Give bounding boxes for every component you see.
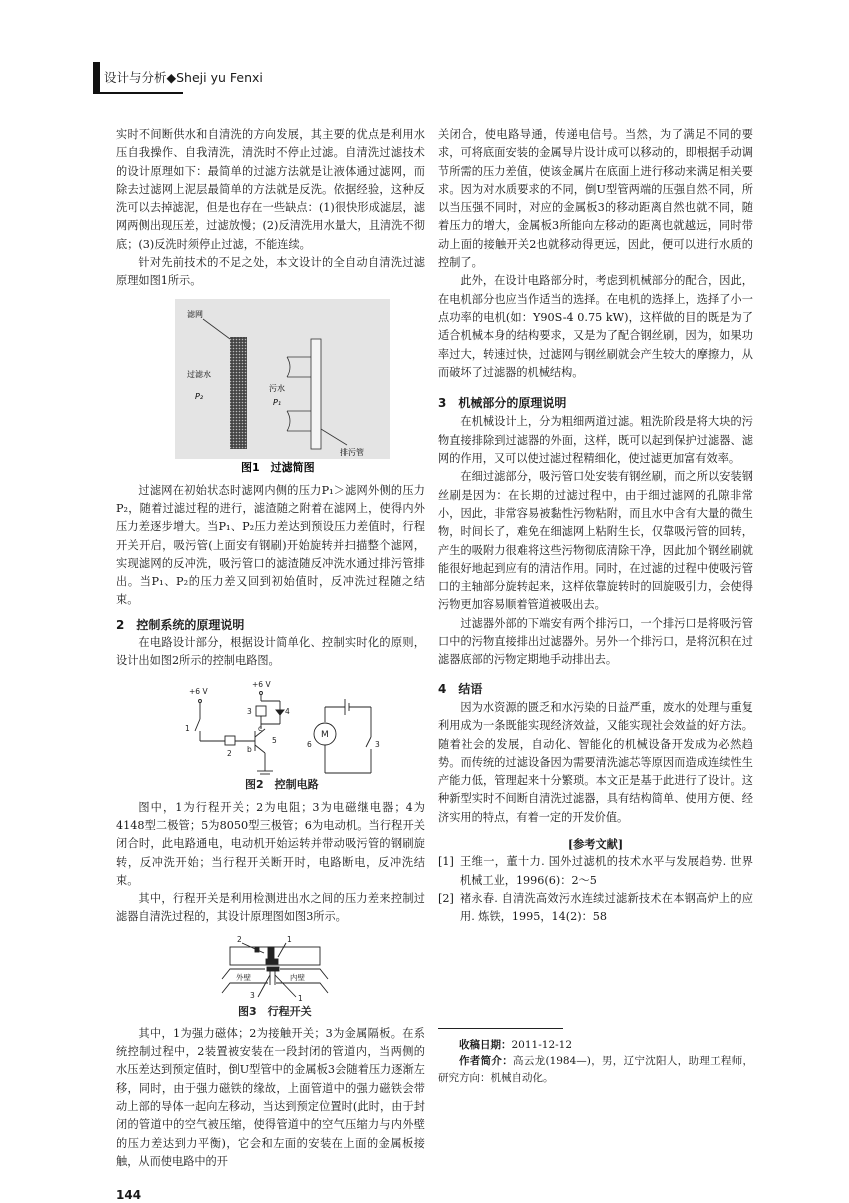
label-1-bottom: 1	[298, 993, 303, 1003]
label-p2: P₂	[195, 391, 204, 401]
header-bar	[93, 62, 100, 93]
section-title: 设计与分析◆Sheji yu Fenxi	[104, 70, 263, 85]
author-bio	[438, 1053, 753, 1086]
references	[438, 827, 753, 926]
drain-pipe	[311, 339, 321, 449]
paragraph: 在机械设计上，分为粗细两道过滤。粗洗阶段是将大块的污物直接排除到过滤器的外面，这样，既可以起到保护过滤器、滤网的作用，又可以使过滤过程精细化，使过滤更加富有效率。	[438, 415, 753, 466]
received-value: 2011-12-12	[511, 1038, 573, 1051]
label-inner-wall: 内壁	[290, 972, 305, 982]
reference-text: 王维一，董十力. 国外过滤机的技术水平与发展趋势. 世界机械工业，1996(6)：2～5	[460, 855, 753, 887]
figure-2	[175, 679, 390, 791]
label-plus-6v-2: +6 V	[252, 679, 271, 689]
section-heading-4: 4 结语	[438, 681, 483, 696]
author-label: 作者简介：	[459, 1055, 514, 1067]
reference-text: 褚永春. 自清洗高效污水连续过滤新技术在本钢高炉上的应用. 炼铁，1995，14(2)：58	[460, 891, 753, 924]
paragraph: 关闭合，使电路导通，传递电信号。当然，为了满足不同的要求，可将底面安装的金属导片设计成可以移动的，即根据手动调节所需的压力差值，使该金属片在底面上进行移动来满足相关要求。因为对水质要求的不同，倒U型管两端的压强自然不同，所以当压强不同时，对应的金属板3的移动距离自然也就不同，随着压力的增大，金属板3所能向左移动的距离也就越远，同时带动上面的接触开关2也就移动得更远，因此，便可以进行水质的控制了。	[438, 128, 753, 270]
reference-item	[438, 890, 753, 927]
reference-item	[438, 853, 753, 890]
label-2: 2	[237, 934, 242, 944]
paragraph: 在电路设计部分，根据设计简单化、控制实时化的原则，设计出如图2所示的控制电路图。	[116, 636, 425, 668]
figure-1	[175, 299, 390, 474]
label-mesh: 滤网	[187, 309, 203, 319]
received-date	[438, 1037, 753, 1054]
label-drain: 排污管	[340, 447, 364, 457]
section-heading-2: 2 控制系统的原理说明	[116, 617, 245, 632]
label-relay-3: 3	[247, 706, 252, 716]
motor-symbol: M	[321, 729, 329, 740]
footnote	[438, 1037, 753, 1087]
paragraph: 其中，1为强力磁体；2为接触开关；3为金属隔板。在系统控制过程中，2装置被安装在一段封闭的管道内，当两侧的水压差达到预定值时，倒U型管中的金属板3会随着压力逐渐左移，同时，由于强力磁铁的缘故，上面管道中的强力磁铁会带动上部的导体一起向左移动，当达到预定位置时(此时，由于封闭的管道中的空气被压缩，使得管道中的空气压缩力与内外壁的压力差达到力平衡)，它会和左面的安装在上面的金属板接触，从而使电路中的开	[116, 1026, 425, 1168]
references-heading: [参考文献]	[567, 836, 624, 851]
label-diode-4: 4	[285, 706, 290, 716]
reference-number: [1]	[438, 855, 454, 869]
label-collector: c	[258, 723, 263, 733]
footnote-rule	[438, 1028, 563, 1029]
section-heading-3: 3 机械部分的原理说明	[438, 396, 567, 411]
header-rule	[93, 92, 183, 94]
figure-1-caption: 图1 过滤简图	[241, 460, 315, 474]
label-p1: P₁	[273, 397, 282, 407]
label-motor-6: 6	[307, 739, 312, 749]
author-value: 高云龙(1984—)，男，辽宁沈阳人，助理工程师，研究方向：机械自动化。	[438, 1055, 754, 1084]
paragraph: 针对先前技术的不足之处，本文设计的全自动自清洗过滤原理如图1所示。	[116, 256, 425, 288]
label-3: 3	[250, 990, 255, 1000]
received-label: 收稿日期：	[459, 1038, 512, 1051]
figure-background	[175, 299, 390, 459]
paragraph: 此外，在设计电路部分时，考虑到机械部分的配合，因此，在电机部分也应当作适当的选择。在电机的选择上，选择了小一点功率的电机(如：Y90S-4 0.75 kW)，这样做的目的既是为了适合机械本身的结构要求，又是为了配合钢丝刷，因为，如果功率过大，转速过快，过滤网与钢丝刷就会产生较大的摩擦力，从而破坏了过滤器的机械结构。	[438, 274, 753, 379]
paragraph: 在细过滤部分，吸污管口处安装有钢丝刷，而之所以安装钢丝刷是因为：在长期的过滤过程中，由于细过滤网的孔隙非常小，因此，非常容易被黏性污物粘附，而且水中含有大量的微生物，时间长了，难免在细滤网上粘附生长，仅靠吸污管的回转，产生的吸附力很难将这些污物彻底清除干净，因此加个钢丝刷就能很好地起到应有的清洁作用。同时，在过滤的过程中使吸污管口的主轴部分旋转起来，这样依靠旋转时的回旋吸引力，会使得污物更加容易顺着管道被吸出去。	[438, 470, 753, 612]
right-column	[438, 126, 753, 1086]
paragraph: 因为水资源的匮乏和水污染的日益严重，废水的处理与重复利用成为一条既能实现经济效益，又能实现社会效益的好方法。随着社会的发展，自动化、智能化的机械设备开发成为必然趋势。而传统的过滤设备因为需要清洗滤芯等原因而造成连续性生产能力低，管理起来十分繁琐。本文正是基于此进行了设计。这种新型实时不间断自清洗过滤器，具有结构简单、使用方便、经济实用的特点，有着一定的开发价值。	[438, 700, 753, 824]
paragraph: 其中，行程开关是利用检测进出水之间的压力差来控制过滤器自清洗过程的，其设计原理图如图3所示。	[116, 892, 425, 924]
label-contact-3: 3	[375, 739, 380, 749]
label-switch-1: 1	[185, 723, 190, 733]
label-outer-wall: 外壁	[236, 972, 251, 982]
label-plus-6v-1: +6 V	[189, 686, 208, 696]
label-dirty-water: 污水	[269, 383, 285, 393]
footnote-area	[438, 1008, 753, 1087]
label-transistor-5: 5	[272, 735, 277, 745]
figure-3	[200, 935, 350, 1017]
running-header	[93, 62, 393, 93]
left-column	[116, 126, 425, 1203]
label-resistor-2: 2	[227, 748, 232, 758]
label-filtered-water: 过滤水	[187, 369, 211, 379]
paragraph: 过滤网在初始状态时滤网内侧的压力P₁＞滤网外侧的压力P₂，随着过滤过程的进行，滤渣随之附着在滤网上，使得内外压力差逐步增大。当P₁、P₂压力差达到预设压力差值时，行程开关开启，吸污管(上面安有钢刷)开始旋转并扫描整个滤网，实现滤网的反冲洗，吸污管口的滤渣随反冲洗水通过排污管排出。当P₁、P₂的压力差又回到初始值时，反冲洗过程随之结束。	[116, 483, 425, 607]
figure-2-caption: 图2 控制电路	[245, 777, 319, 791]
paragraph: 实时不间断供水和自清洗的方向发展，其主要的优点是利用水压自我操作、自我清洗，清洗时不停止过滤。自清洗过滤技术的设计原理如下：最简单的过滤方法就是让液体通过滤网，而除去过滤网上泥层最简单的方法就是反洗。依据经验，这种反洗可以去掉滤泥，但是也存在一些缺点：(1)很快形成滤层，滤网两侧出现压差，过滤放慢；(2)反清洗用水量大，且清洗不彻底；(3)反洗时须停止过滤，不能连续。	[116, 128, 425, 251]
reference-number: [2]	[438, 891, 454, 905]
label-1: 1	[287, 934, 292, 944]
paragraph: 图中，1为行程开关；2为电阻；3为电磁继电器；4为4148型二极管；5为8050型三极管；6为电动机。当行程开关闭合时，此电路通电，电动机开始运转并带动吸污管的钢刷旋转，反冲洗开始；当行程开关断开时，电路断电，反冲洗结束。	[116, 800, 425, 887]
paragraph: 过滤器外部的下端安有两个排污口，一个排污口是将吸污管口中的污物直接排出过滤器外。另外一个排污口，是将沉积在过滤器底部的污物定期地手动排出去。	[438, 616, 753, 667]
page-number: 144	[116, 1188, 142, 1203]
figure-3-caption: 图3 行程开关	[238, 1004, 312, 1017]
label-base: b	[247, 744, 252, 754]
